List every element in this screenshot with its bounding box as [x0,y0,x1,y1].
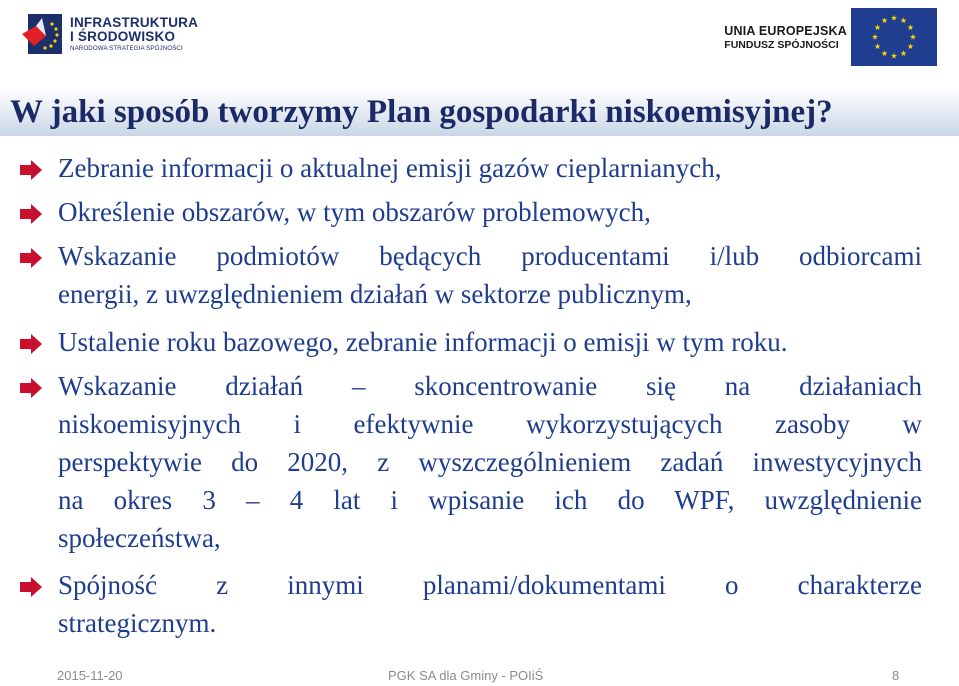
page-number: 8 [892,668,900,683]
bullet-text [58,237,922,313]
arrow-bullet-icon [20,204,42,224]
cohesion-strategy-logo-icon [22,12,64,58]
bullet-line: Wskazanie podmiotów będących producentami i/lub odbiorcami [58,241,922,271]
bullet-line: Zebranie informacji o aktualnej emisji gazów cieplarnianych, [58,153,722,183]
bullet-line: na okres 3 – 4 lat i wpisanie ich do WPF, uwzględnienie [58,485,922,515]
bullet-text [58,149,922,187]
eu-flag-icon [851,8,937,66]
footer-date: 2015-11-20 [57,668,123,683]
logo-left-line3: NARODOWA STRATEGIA SPÓJNOŚCI [70,45,183,52]
bullet-line: niskoemisyjnych i efektywnie wykorzystujących zasoby w [58,409,922,439]
bullet-line: społeczeństwa, [58,523,221,553]
bullet-text [58,193,922,231]
arrow-bullet-icon [20,160,42,180]
eu-logo-line2: FUNDUSZ SPÓJNOŚCI [724,39,839,51]
footer-title: PGK SA dla Gminy - POIiŚ [388,668,544,683]
bullet-line: perspektywie do 2020, z wyszczególnieniem zadań inwestycyjnych [58,447,922,477]
eu-logo-text [724,24,847,52]
arrow-bullet-icon [20,334,42,354]
bullet-line: Ustalenie roku bazowego, zebranie informacji o emisji w tym roku. [58,327,788,357]
infrastruktura-logo [22,10,199,60]
bullet-line: energii, z uwzględnieniem działań w sektorze publicznym, [58,279,692,309]
bullet-line: strategicznym. [58,608,217,638]
logo-left-line2: I ŚRODOWISKO [70,29,176,44]
bullet-text [58,566,922,642]
bullet-text [58,323,922,361]
logo-left-line1: INFRASTRUKTURA [70,15,199,30]
arrow-bullet-icon [20,248,42,268]
slide-title: W jaki sposób tworzymy Plan gospodarki niskoemisyjnej? [10,94,833,130]
arrow-bullet-icon [20,577,42,597]
bullet-line: Wskazanie działań – skoncentrowanie się na działaniach [58,371,922,401]
eu-logo-line1: UNIA EUROPEJSKA [724,24,847,38]
arrow-bullet-icon [20,378,42,398]
bullet-line: Spójność z innymi planami/dokumentami o charakterze [58,570,922,600]
bullet-line: Określenie obszarów, w tym obszarów problemowych, [58,197,651,227]
bullet-text [58,367,922,557]
